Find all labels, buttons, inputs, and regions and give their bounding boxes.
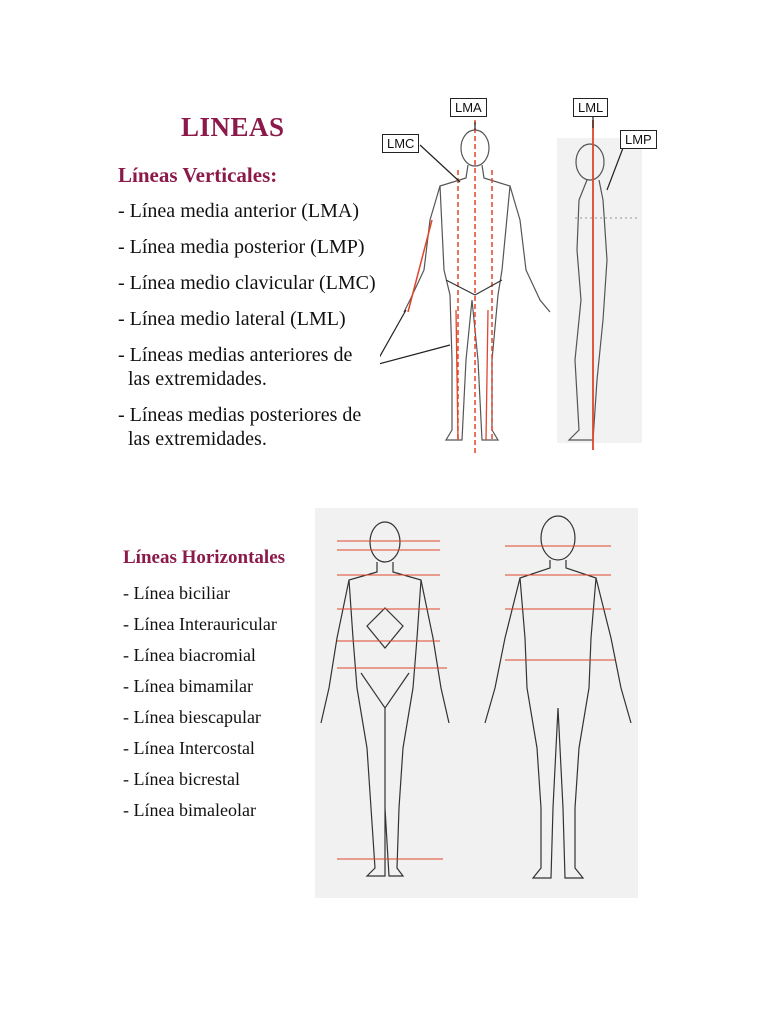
horizontal-lines-heading: Líneas Horizontales <box>123 547 286 568</box>
lmp-label: LMP <box>620 130 657 149</box>
lml-label: LML <box>573 98 608 117</box>
list-item: - Línea bimaleolar <box>123 800 256 820</box>
list-item: - Líneas medias anteriores de <box>118 344 353 366</box>
list-item: - Línea biciliar <box>123 583 230 603</box>
list-item: - Líneas medias posteriores de <box>118 404 362 426</box>
vertical-lines-list <box>118 199 408 463</box>
side-body-vertical-lines-figure <box>557 100 642 450</box>
list-item: - Línea Intercostal <box>123 738 255 758</box>
front-body-vertical-lines-figure <box>380 100 560 460</box>
lma-label: LMA <box>450 98 487 117</box>
list-item: - Línea medio lateral (LML) <box>118 308 346 330</box>
list-item: - Línea medio clavicular (LMC) <box>118 272 376 294</box>
front-back-horizontal-lines-figure <box>315 508 638 898</box>
list-item: - Línea biacromial <box>123 645 256 665</box>
list-item: - Línea bimamilar <box>123 676 253 696</box>
list-item: - Línea Interauricular <box>123 614 277 634</box>
list-item: - Línea biescapular <box>123 707 261 727</box>
list-item-continuation: las extremidades. <box>128 368 267 390</box>
lmc-label: LMC <box>382 134 419 153</box>
list-item-continuation: las extremidades. <box>128 428 267 450</box>
vertical-lines-heading: Líneas Verticales: <box>118 163 278 187</box>
page-title: LINEAS <box>181 112 285 142</box>
list-item: - Línea bicrestal <box>123 769 240 789</box>
list-item: - Línea media posterior (LMP) <box>118 236 365 258</box>
list-item: - Línea media anterior (LMA) <box>118 200 360 222</box>
horizontal-lines-list <box>123 578 277 826</box>
